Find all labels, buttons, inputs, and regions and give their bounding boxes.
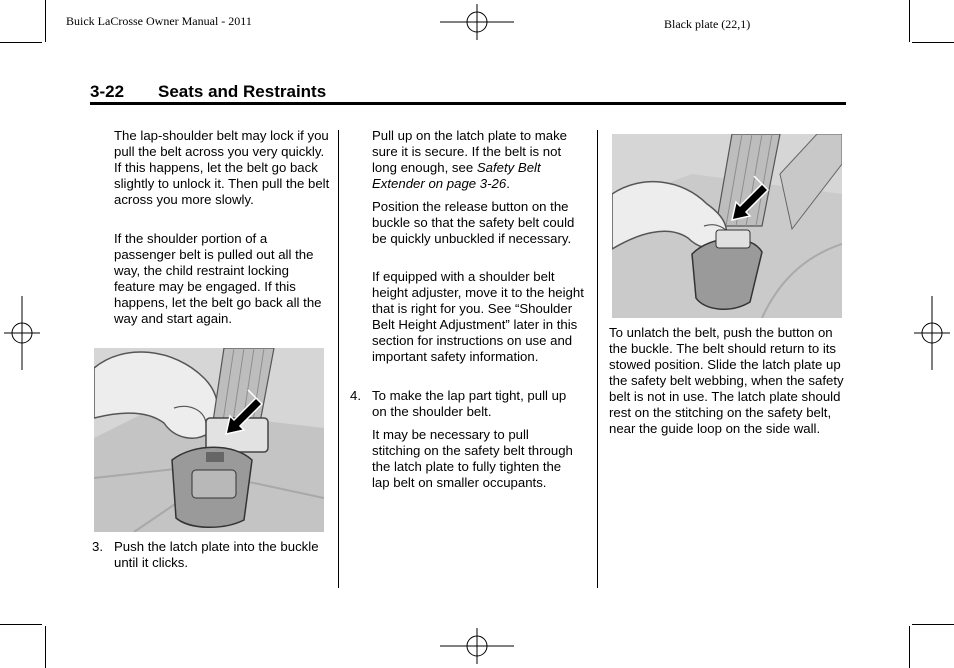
step-text: To make the lap part tight, pull up on the shoulder belt. — [372, 388, 567, 419]
plate-label: Black plate (22,1) — [664, 17, 751, 31]
crop-mark — [0, 42, 42, 43]
crop-mark — [909, 626, 910, 668]
crop-mark — [0, 624, 42, 625]
manual-title: Buick LaCrosse Owner Manual - 2011 — [66, 14, 252, 28]
paragraph: If equipped with a shoulder belt height adjuster, move it to the height that is right for you. See “Shoulder Belt Height Adjustment” later in this section for instructions on use and important safety information. — [372, 269, 584, 364]
step-text: Push the latch plate into the buckle until it clicks. — [114, 539, 319, 570]
crop-mark — [909, 0, 910, 42]
paragraph — [372, 128, 588, 192]
registration-mark — [440, 2, 514, 42]
cross-reference-link[interactable]: Safety Belt Extender on page 3-26 — [372, 160, 541, 191]
crop-mark — [45, 626, 46, 668]
crop-mark — [912, 42, 954, 43]
registration-mark — [2, 296, 42, 370]
paragraph: The lap-shoulder belt may lock if you pull the belt across you very quickly. If this happens, let the belt go back slightly to unlock it. Then pull the belt across you more slowly. — [114, 128, 330, 207]
paragraph: To unlatch the belt, push the button on the buckle. The belt should return to its stowed position. Slide the latch plate up the safety belt webbing, when the safety belt is not in use. The latch plate should rest on the stitching on the safety belt, near the guide loop on the side wall. — [609, 325, 844, 436]
paragraph: If the shoulder portion of a passenger belt is pulled out all the way, the child restraint locking feature may be engaged. If this happens, let the belt go back all the way and start again. — [114, 231, 322, 326]
page-number: 3-22 — [90, 82, 125, 101]
buckle-latch-illustration — [94, 348, 324, 532]
column-divider — [338, 130, 339, 588]
heading-rule — [90, 102, 846, 105]
crop-mark — [45, 0, 46, 42]
step-number: 3. — [92, 539, 103, 554]
paragraph-text: Pull up on the latch plate to make sure it is secure. If the belt is not long enough, see — [372, 128, 568, 175]
buckle-release-illustration — [612, 134, 842, 318]
step-number: 4. — [350, 388, 361, 403]
section-title: Seats and Restraints — [158, 82, 327, 101]
column-divider — [597, 130, 598, 588]
registration-mark — [440, 626, 514, 666]
registration-mark — [912, 296, 952, 370]
paragraph: It may be necessary to pull stitching on the safety belt through the latch plate to fully tighten the lap belt on smaller occupants. — [372, 427, 573, 490]
crop-mark — [912, 624, 954, 625]
period: . — [506, 176, 510, 191]
paragraph: Position the release button on the buckle so that the safety belt could be quickly unbuckled if necessary. — [372, 199, 575, 246]
